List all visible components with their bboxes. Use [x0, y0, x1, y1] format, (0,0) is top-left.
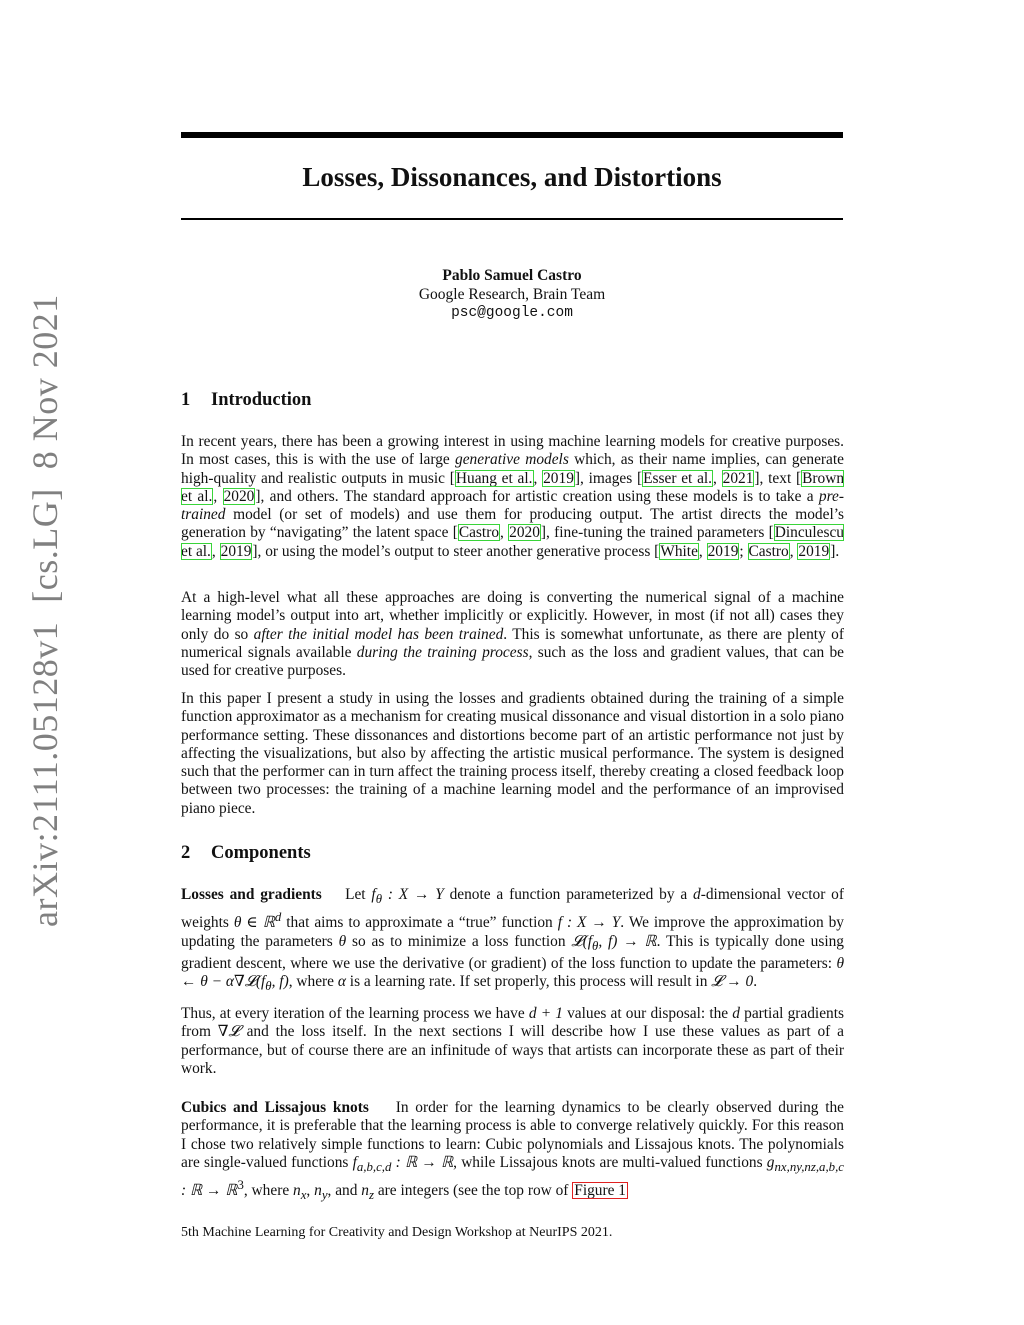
losses-gradients-paragraph: Losses and gradients Let $f_\theta$ : X → Y denote a function parameterized by a d-dimensional vector of weights θ ∈ ℝ$^d$ that aims to approximate a “true” function f : X → Y. We improve the approximation by updating the parameters θ so as to minimize a loss function $𝓛(f_\theta$, f) → ℝ. This is typically done using gradient descent, where we use the derivative (or gradient) of the loss function to update the parameters: θ ← $\theta - \alpha\nabla 𝓛(f_\theta$, f), where α is a learning rate. If set properly, this process will result in 𝓛 → 0. — [181, 886, 845, 994]
section-number: 2 — [181, 843, 191, 863]
author-email[interactable]: psc@google.com — [451, 305, 573, 321]
figure-reference-link[interactable]: Figure 1 — [574, 1182, 627, 1200]
citation-link[interactable]: Brown et al. — [181, 469, 845, 505]
citation-link[interactable]: Esser et al. — [643, 469, 713, 487]
title-top-rule — [181, 132, 843, 138]
section-heading-introduction — [181, 390, 311, 411]
citation-link[interactable]: 2020 — [509, 524, 540, 542]
intro-paragraph-3: In this paper I present a study in using the losses and gradients obtained during the training of a simple function approximator as a mechanism for creating musical dissonance and visual distortion in a solo piano performance setting. These dissonances and distortions become part of an artistic performance not just by affecting the visualizations, but also by affecting the artistic musical performance. The system is designed such that the performer can in turn affect the training process itself, thereby creating a closed feedback loop between two processes: the training of a machine learning model and the performance of an improvised piano piece. — [181, 690, 844, 817]
citation-link[interactable]: 2021 — [722, 469, 754, 487]
citation-link[interactable]: Dinculescu et al. — [181, 524, 844, 560]
author-block — [181, 266, 843, 323]
author-name: Pablo Samuel Castro — [442, 267, 582, 284]
intro-paragraph-2: At a high-level what all these approaches are doing is converting the numerical signal of a machine learning model’s output into art, whether implicitly or explicitly. However, in most (if not all) cases they only do so after the initial model has been trained. This is somewhat unfortunate, as there are plenty of numerical signals available during the training process, such as the loss and gradient values, that can be used for creative purposes. — [181, 589, 845, 680]
cubics-lissajous-paragraph: Cubics and Lissajous knots In order for the learning dynamics to be clearly observed during the performance, it is preferable that the learning process is able to converge relatively quickly. For this reason I chose two relatively simple functions to learn: Cubic polynomials and Lissajous knots. The polynomials are single-valued functions $f_{a,b,c,d}$ : ℝ → ℝ, while Lissajous knots are multi-valued functions $g_{nx,ny,nz,a,b,c}$ : ℝ → ℝ$^3$, where $n_x$, $n_y$, and $n_z$ are integers (see the top row of Figure 1 — [181, 1099, 845, 1203]
citation-link[interactable]: White — [660, 542, 698, 560]
title-bottom-rule — [181, 218, 843, 220]
arxiv-identifier: arXiv:2111.05128v1 [cs.LG] 8 Nov 2021 — [25, 294, 65, 927]
citation-link[interactable]: 2019 — [798, 542, 830, 560]
paragraph-heading: Cubics and Lissajous knots — [181, 1099, 369, 1116]
section-heading-components — [181, 843, 311, 864]
paper-title: Losses, Dissonances, and Distortions — [302, 162, 722, 192]
section-number: 1 — [181, 390, 191, 410]
citation-link[interactable]: 2019 — [543, 469, 574, 487]
section-title: Components — [211, 843, 311, 863]
section-title: Introduction — [211, 390, 312, 410]
citation-link[interactable]: 2019 — [220, 542, 252, 560]
citation-link[interactable]: 2019 — [707, 542, 739, 560]
citation-link[interactable]: Huang et al. — [455, 469, 533, 487]
paragraph-heading: Losses and gradients — [181, 886, 322, 903]
citation-link[interactable]: Castro — [458, 524, 500, 542]
intro-paragraph-1: In recent years, there has been a growing interest in using machine learning models for creative purposes. In most cases, this is with the use of large generative models which, as their name implies, can generate high-quality and realistic outputs in music [Huang et al., 2019], images [Esser et al., 2021], text [Brown et al., 2020], and others. The standard approach for artistic creation using these models is to take a pre-trained model (or set of models) and use them for producing output. The artist directs the model’s generation by “navigating” the latent space [Castro, 2020], fine-tuning the trained parameters [Dinculescu et al., 2019], or using the model’s output to steer another generative process [White, 2019; Castro, 2019]. — [181, 433, 845, 560]
citation-link[interactable]: 2020 — [223, 487, 255, 505]
author-affiliation: Google Research, Brain Team — [418, 286, 606, 303]
citation-link[interactable]: Castro — [748, 542, 789, 560]
venue-footnote: 5th Machine Learning for Creativity and Design Workshop at NeurIPS 2021. — [181, 1225, 613, 1240]
thus-paragraph: Thus, at every iteration of the learning process we have d + 1 values at our disposal: the d partial gradients from ∇𝓛 and the loss itself. In the next sections I will describe how I use these values as part of a performance, but of course there are an infinitude of ways that artists can incorporate these as part of their work. — [181, 1005, 844, 1077]
